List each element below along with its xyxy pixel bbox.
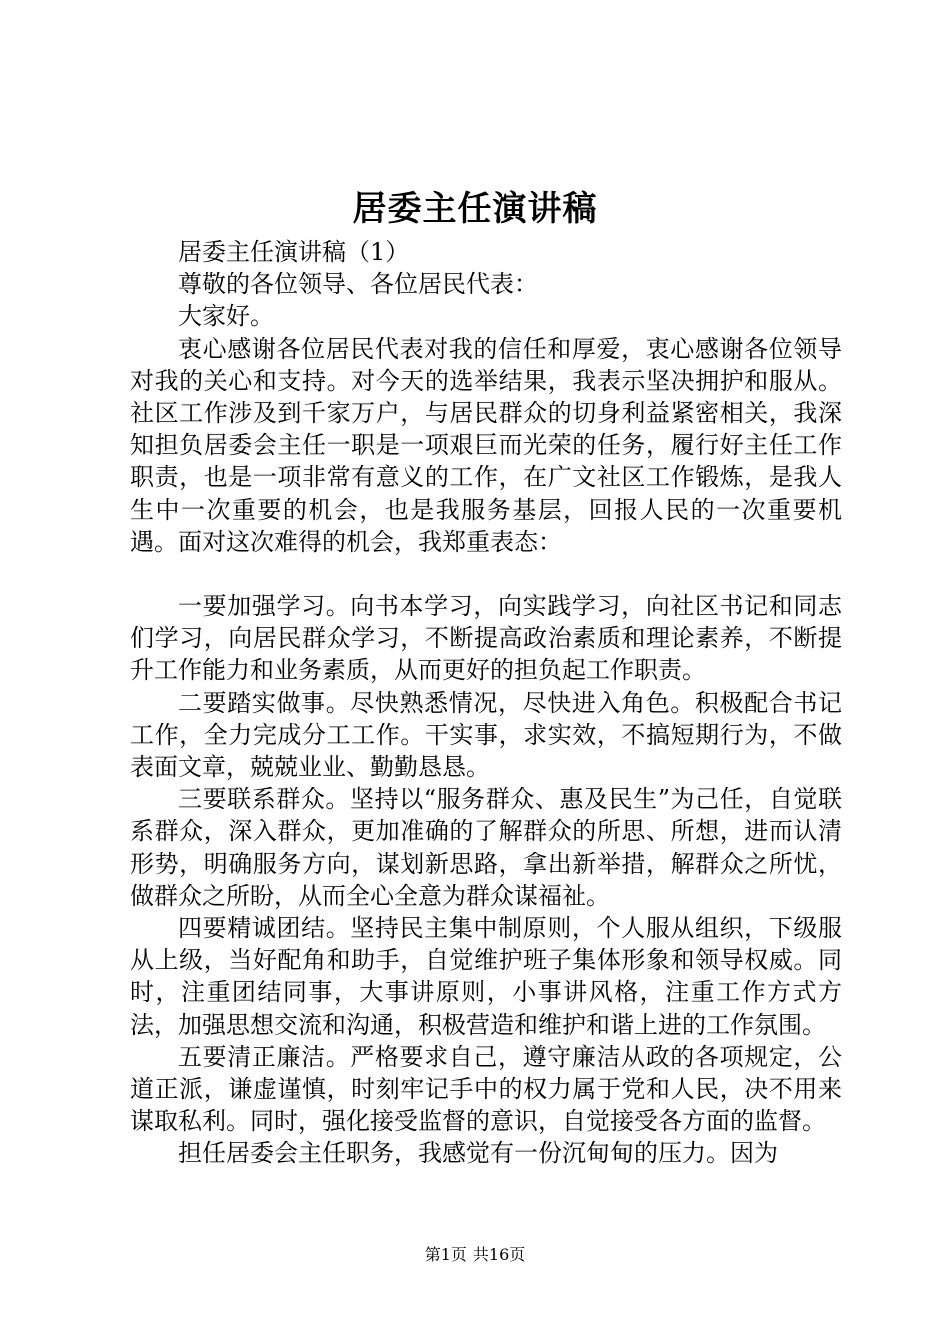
page-number: 第1页 bbox=[424, 1245, 467, 1264]
pledge-masses-paragraph: 三要联系群众。坚持以“服务群众、惠及民生”为己任，自觉联系群众，深入群众，更加准确的了解群众的所思、所想，进而认清形势，明确服务方向，谋划新思路，拿出新举措，解群众之所忧，做群众之所盼，从而全心全意为群众谋福祉。 bbox=[130, 785, 842, 910]
pledge-unity-paragraph: 四要精诚团结。坚持民主集中制原则，个人服从组织，下级服从上级，当好配角和助手，自觉维护班子集体形象和领导权威。同时，注重团结同事，大事讲原则，小事讲风格，注重工作方式方法，加强思想交流和沟通，积极营造和维护和谐上进的工作氛围。 bbox=[130, 914, 842, 1039]
page-total: 共16页 bbox=[472, 1245, 526, 1264]
pledge-study-paragraph: 一要加强学习。向书本学习，向实践学习，向社区书记和同志们学习，向居民群众学习，不断提高政治素质和理论素养，不断提升工作能力和业务素质，从而更好的担负起工作职责。 bbox=[130, 592, 842, 685]
closing-paragraph: 担任居委会主任职务，我感觉有一份沉甸甸的压力。因为 bbox=[178, 1139, 778, 1168]
pledge-integrity-paragraph: 五要清正廉洁。严格要求自己，遵守廉洁从政的各项规定，公道正派，谦虚谨慎，时刻牢记手中的权力属于党和人民，决不用来谋取私利。同时，强化接受监督的意识，自觉接受各方面的监督。 bbox=[130, 1042, 842, 1136]
document-title: 居委主任演讲稿 bbox=[352, 189, 598, 229]
subtitle-line: 居委主任演讲稿（1） bbox=[178, 238, 410, 266]
salutation-line: 尊敬的各位领导、各位居民代表： bbox=[178, 270, 538, 299]
intro-paragraph: 衷心感谢各位居民代表对我的信任和厚爱，衷心感谢各位领导对我的关心和支持。对今天的选举结果，我表示坚决拥护和服从。社区工作涉及到千家万户，与居民群众的切身利益紧密相关，我深知担负居委会主任一职是一项艰巨而光荣的任务，履行好主任工作职责，也是一项非常有意义的工作，在广文社区工作锻炼，是我人生中一次重要的机会，也是我服务基层，回报人民的一次重要机遇。面对这次难得的机会，我郑重表态： bbox=[130, 334, 842, 556]
pledge-work-paragraph: 二要踏实做事。尽快熟悉情况，尽快进入角色。积极配合书记工作，全力完成分工工作。干实事，求实效，不搞短期行为，不做表面文章，兢兢业业、勤勤恳恳。 bbox=[130, 688, 842, 782]
document-body bbox=[130, 236, 842, 1170]
greeting-line: 大家好。 bbox=[178, 302, 274, 331]
page-footer bbox=[0, 1244, 950, 1266]
